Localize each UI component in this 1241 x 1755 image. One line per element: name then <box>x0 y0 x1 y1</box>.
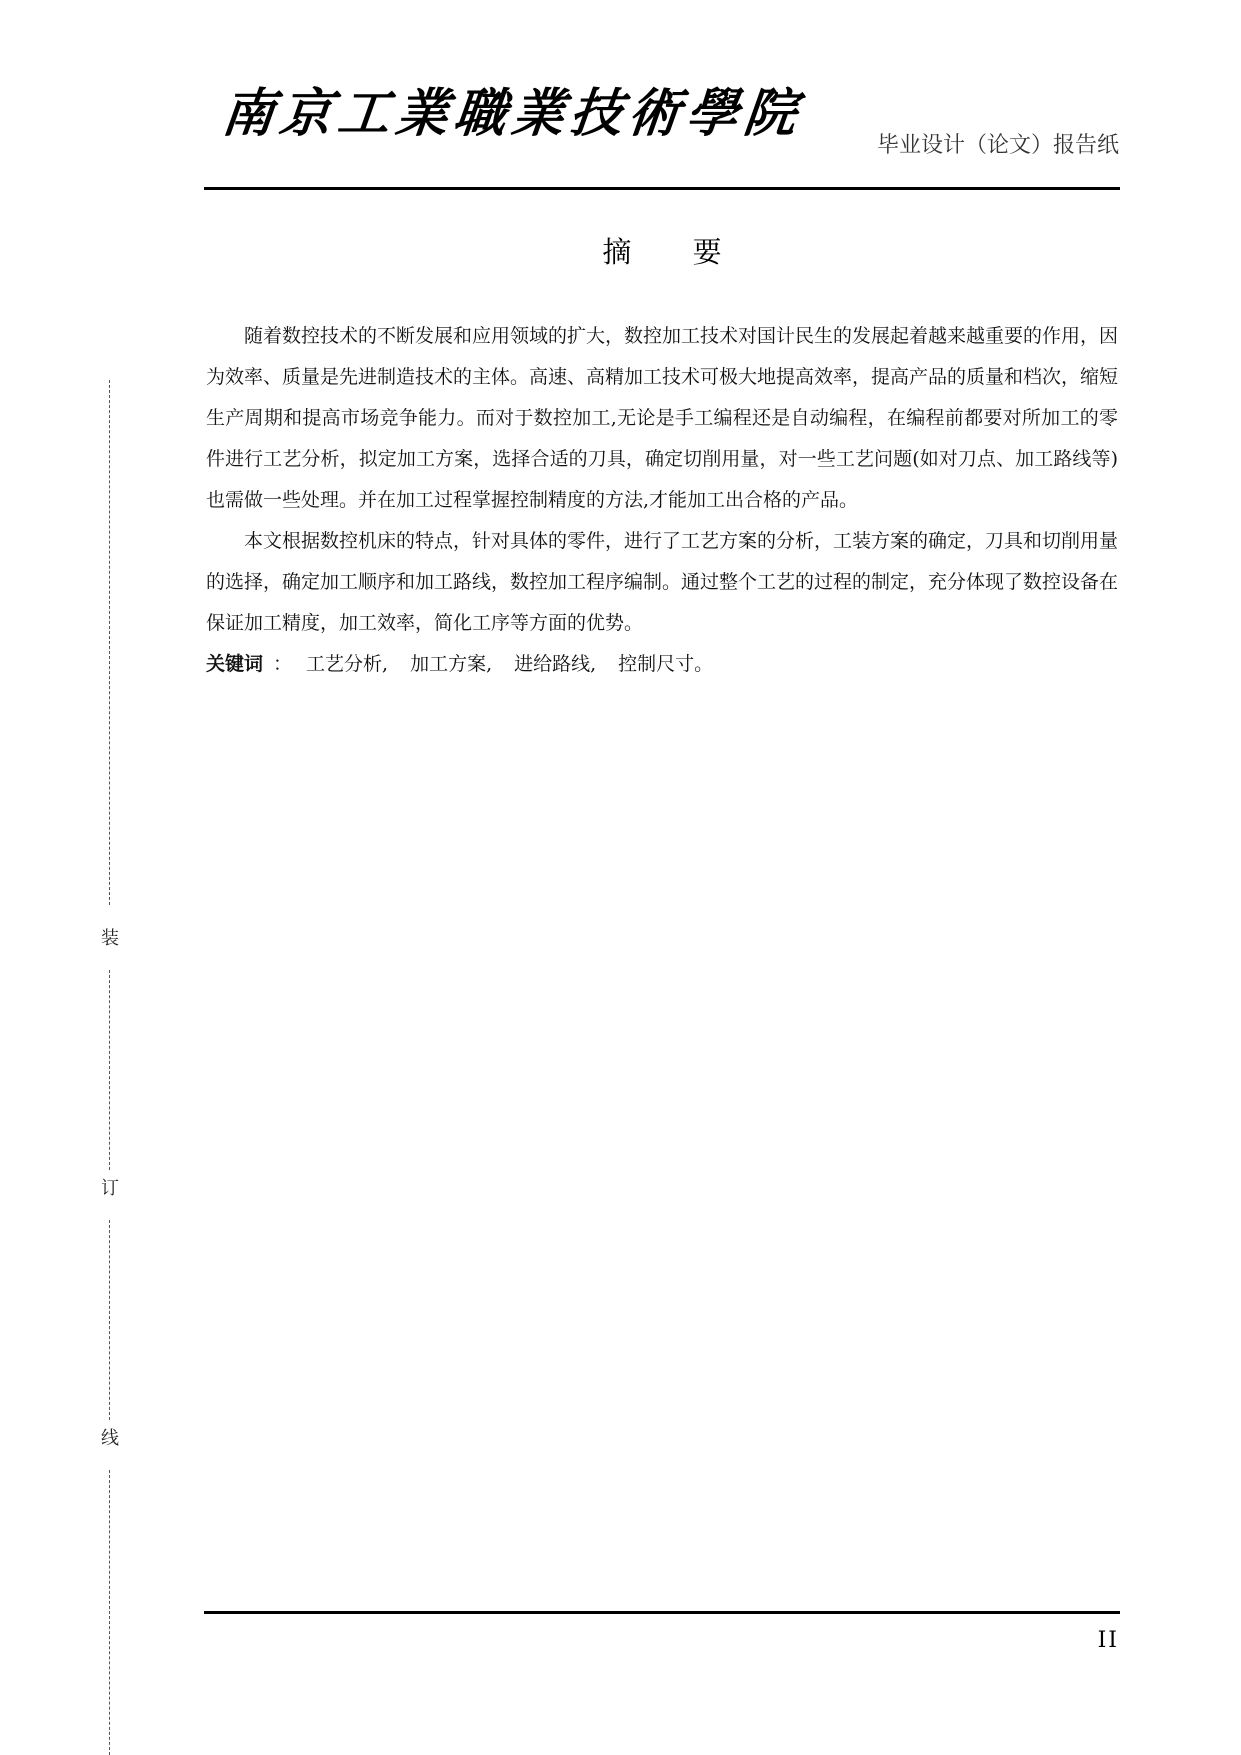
keyword: 工艺分析, <box>306 653 389 675</box>
keywords-separator: ： <box>273 653 293 675</box>
page-number: II <box>1097 1628 1119 1653</box>
paragraph-2: 本文根据数控机床的特点，针对具体的零件，进行了工艺方案的分析，工装方案的确定，刀具和切削用量的选择，确定加工顺序和加工路线，数控加工程序编制。通过整个工艺的过程的制定，充分体现了数控设备在保证加工精度，加工效率，简化工序等方面的优势。 <box>206 530 1119 634</box>
report-label: 毕业设计（论文）报告纸 <box>876 133 1119 158</box>
binding-char-xian: 线 <box>101 1428 119 1449</box>
footer-rule <box>204 1611 1120 1614</box>
keywords-line <box>206 644 1118 685</box>
binding-dash <box>109 970 111 1170</box>
paragraph-1: 随着数控技术的不断发展和应用领域的扩大，数控加工技术对国计民生的发展起着越来越重要的作用，因为效率、质量是先进制造技术的主体。高速、高精加工技术可极大地提高效率，提高产品的质量和档次，缩短生产周期和提高市场竞争能力。而对于数控加工,无论是手工编程还是自动编程，在编程前都要对所加工的零件进行工艺分析，拟定加工方案，选择合适的刀具，确定切削用量，对一些工艺问题(如对刀点、加工路线等)也需做一些处理。并在加工过程掌握控制精度的方法,才能加工出合格的产品。 <box>206 325 1119 511</box>
abstract-body <box>206 316 1118 685</box>
keyword: 加工方案, <box>410 653 493 675</box>
keyword: 控制尺寸。 <box>618 653 714 675</box>
binding-dash <box>109 380 111 905</box>
binding-char-ding: 订 <box>101 1178 119 1199</box>
binding-dash <box>109 1470 111 1755</box>
header-rule <box>204 187 1120 190</box>
binding-dash <box>109 1220 111 1420</box>
keywords-label: 关键词 <box>206 653 264 675</box>
binding-char-zhuang: 装 <box>101 928 119 949</box>
abstract-title: 摘 要 <box>602 235 748 269</box>
keyword: 进给路线, <box>514 653 597 675</box>
school-logo: 南京工業職業技術學院 <box>218 83 806 144</box>
